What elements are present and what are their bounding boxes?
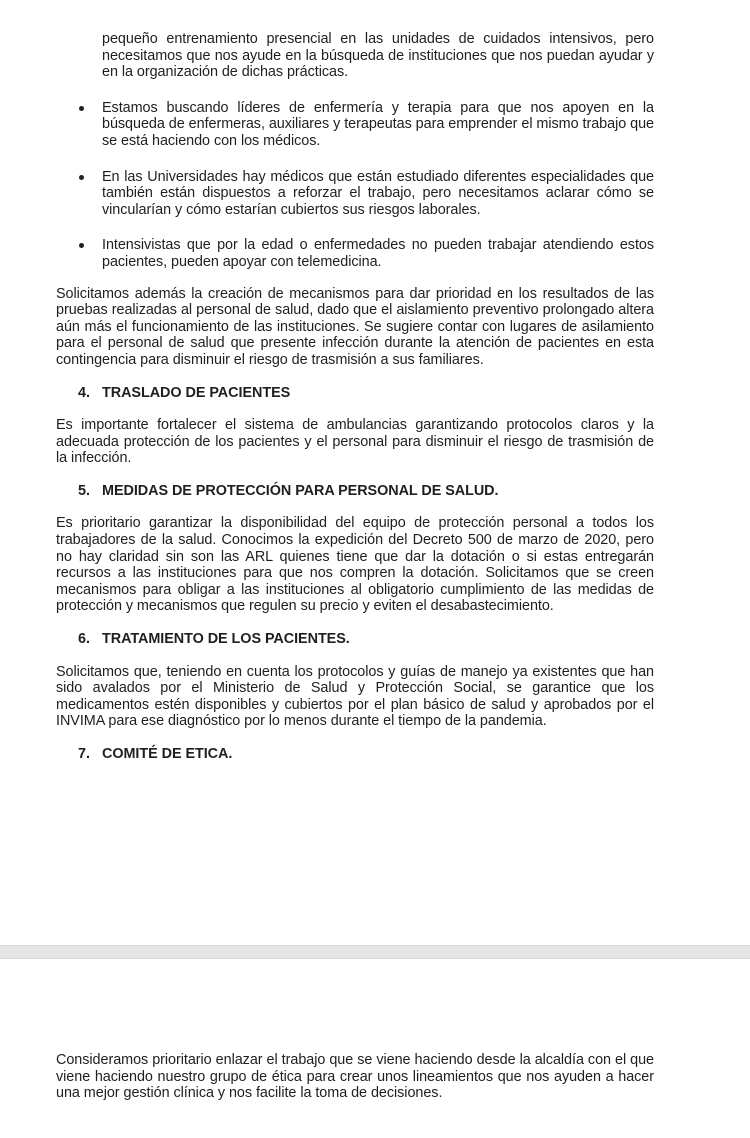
bullet-item: [56, 100, 654, 150]
page-1-content: [56, 31, 654, 779]
section-number: 4.: [78, 384, 90, 401]
section-number: 6.: [78, 631, 90, 648]
bullet-text: pequeño entrenamiento presencial en las unidades de cuidados intensivos, pero necesitamos que nos ayude en la búsqueda de instituciones que nos puedan ayudar y en la organización de dichas prácticas.: [102, 31, 654, 81]
document-page-2: [0, 959, 750, 1138]
body-paragraph: Solicitamos además la creación de mecanismos para dar prioridad en los resultados de las pruebas realizadas al personal de salud, dado que el aislamiento preventivo prolongado altera aún más el funcionamiento de las instituciones. Se sugiere contar con lugares de asilamiento para el personal de salud que presente infección durante la atención de pacientes en esta contingencia para disminuir el riesgo de trasmisión a sus familiares.: [56, 285, 654, 368]
section-title: COMITÉ DE ETICA.: [102, 746, 233, 762]
bullet-icon: [79, 243, 84, 248]
bullet-icon: [79, 106, 84, 111]
bullet-item-continuation: [56, 31, 654, 81]
page-separator: [0, 945, 750, 959]
section-text: Es importante fortalecer el sistema de ambulancias garantizando protocolos claros y la adecuada protección de los pacientes y el personal para disminuir el riesgo de trasmisión de la infección.: [56, 417, 654, 467]
section-heading-6: [56, 631, 654, 648]
bullet-item: [56, 169, 654, 219]
section-number: 5.: [78, 482, 90, 499]
page-2-content: [56, 1052, 654, 1102]
bullet-text: En las Universidades hay médicos que están estudiado diferentes especialidades que también están dispuestos a reforzar el trabajo, pero necesitamos aclarar cómo se vincularían y cómo estarían cubiertos sus riesgos laborales.: [102, 168, 654, 218]
bullet-text: Intensivistas que por la edad o enfermedades no pueden trabajar atendiendo estos pacientes, pueden apoyar con telemedicina.: [102, 237, 654, 270]
section-title: MEDIDAS DE PROTECCIÓN PARA PERSONAL DE SALUD.: [102, 482, 499, 499]
section-text: Es prioritario garantizar la disponibilidad del equipo de protección personal a todos los trabajadores de la salud. Conocimos la expedición del Decreto 500 de marzo de 2020, pero no hay claridad sin son las ARL quienes tiene que dar la dotación o si estas entregarán recursos a las instituciones para que nos compren la dotación. Solicitamos que se creen mecanismos para obligar a las instituciones al obligatorio cumplimiento de las medidas de protección y mecanismos que regulen su precio y eviten el desabastecimiento.: [56, 515, 654, 615]
section-text: Solicitamos que, teniendo en cuenta los protocolos y guías de manejo ya existentes que han sido avalados por el Ministerio de Salud y Protección Social, se garantice que los medicamentos estén disponibles y cubiertos por el plan básico de salud y aprobados por el INVIMA para ese diagnóstico por lo menos durante el tiempo de la pandemia.: [56, 663, 654, 730]
section-title: TRATAMIENTO DE LOS PACIENTES.: [102, 631, 350, 648]
bullet-item: [56, 237, 654, 270]
bullet-text: Estamos buscando líderes de enfermería y terapia para que nos apoyen en la búsqueda de enfermeras, auxiliares y terapeutas para emprender el mismo trabajo que se está haciendo con los médicos.: [102, 99, 654, 149]
section-heading-4: [56, 385, 654, 402]
bullet-list: [56, 31, 654, 271]
section-title: TRASLADO DE PACIENTES: [102, 384, 291, 401]
section-number: 7.: [78, 746, 90, 762]
bullet-icon: [79, 175, 84, 180]
section-heading-7: [56, 746, 654, 763]
body-paragraph: Consideramos prioritario enlazar el trabajo que se viene haciendo desde la alcaldía con el que viene haciendo nuestro grupo de ética para crear unos lineamientos que nos ayuden a hacer una mejor gestión clínica y nos facilite la toma de decisiones.: [56, 1052, 654, 1102]
section-heading-5: [56, 483, 654, 500]
